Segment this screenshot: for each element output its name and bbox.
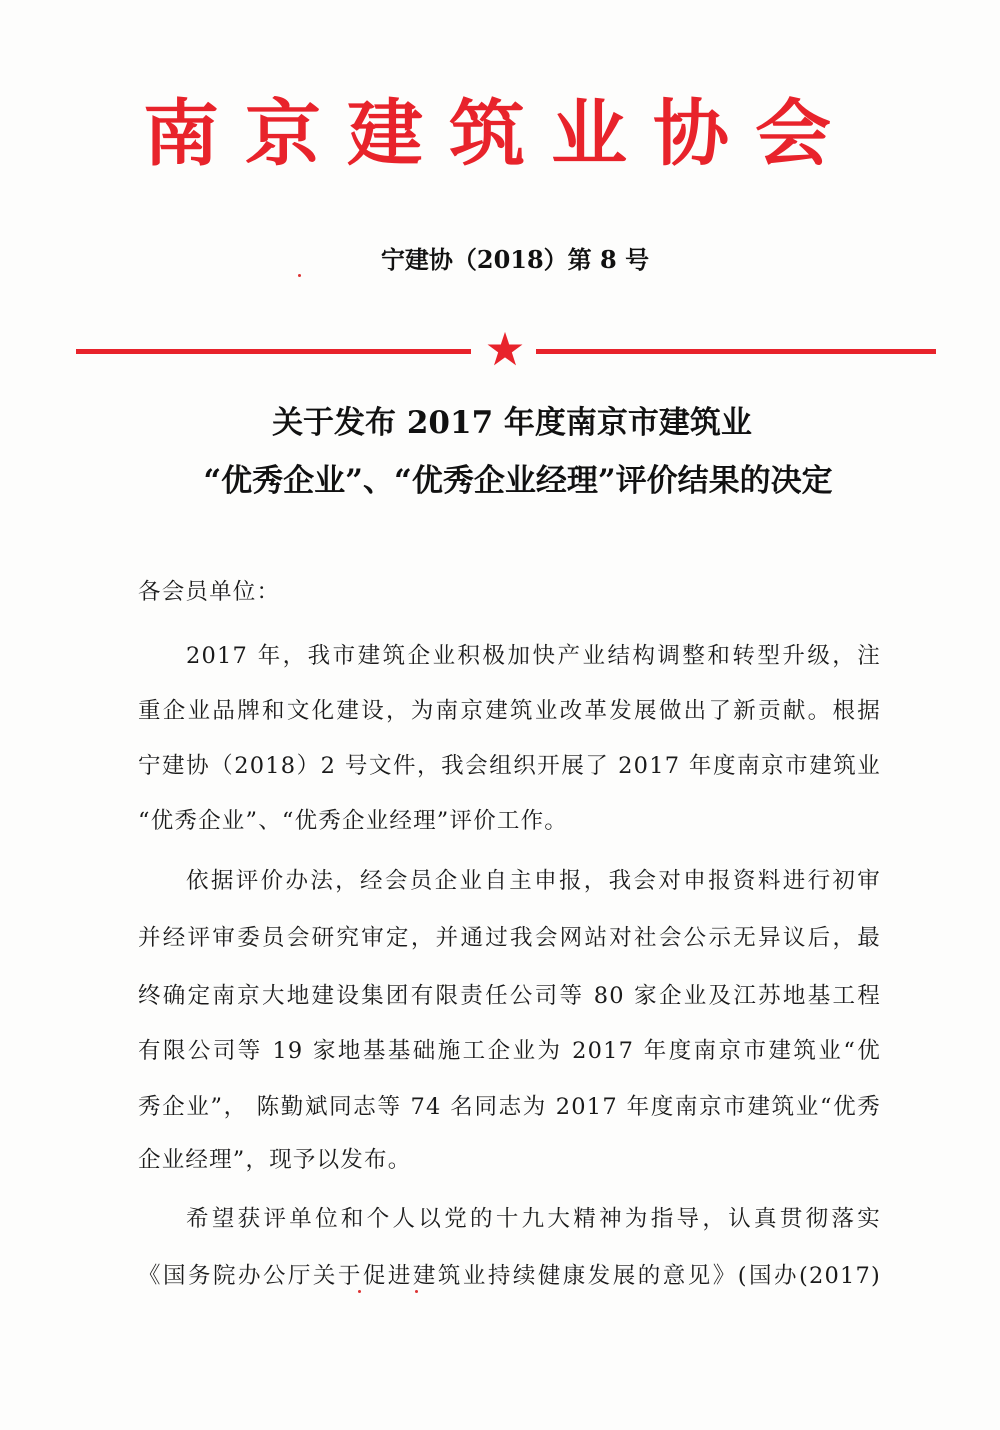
divider-line-right	[536, 349, 936, 354]
salutation: 各会员单位：	[138, 579, 281, 605]
body-line: 有限公司等 19 家地基基础施工企业为 2017 年度南京市建筑业“优	[138, 1038, 881, 1064]
body-line: 企业经理”，现予以发布。	[138, 1147, 412, 1173]
speck	[298, 274, 301, 277]
body-line: 并经评审委员会研究审定，并通过我会网站对社会公示无异议后，最	[138, 925, 881, 951]
organization-title: 南京建筑业协会	[143, 91, 857, 176]
document-number: 宁建协（2018）第 8 号	[380, 245, 650, 274]
body-line: 依据评价办法，经会员企业自主申报，我会对申报资料进行初审	[186, 868, 881, 894]
heading-line-2: “优秀企业”、“优秀企业经理”评价结果的决定	[203, 463, 833, 499]
body-line: “优秀企业”、“优秀企业经理”评价工作。	[138, 808, 569, 834]
body-line: 宁建协（2018）2 号文件，我会组织开展了 2017 年度南京市建筑业	[138, 753, 881, 779]
divider-line-left	[76, 349, 471, 354]
star-icon	[486, 330, 524, 368]
heading-line-1: 关于发布 2017 年度南京市建筑业	[272, 405, 752, 441]
red-divider	[76, 346, 936, 358]
body-line: 2017 年，我市建筑企业积极加快产业结构调整和转型升级，注	[186, 643, 881, 669]
body-line: 重企业品牌和文化建设，为南京建筑业改革发展做出了新贡献。根据	[138, 698, 881, 724]
body-line: 终确定南京大地建设集团有限责任公司等 80 家企业及江苏地基工程	[138, 983, 881, 1009]
body-line: 《国务院办公厅关于促进建筑业持续健康发展的意见》(国办(2017)	[138, 1263, 881, 1289]
speck	[358, 1290, 361, 1293]
body-line: 希望获评单位和个人以党的十九大精神为指导，认真贯彻落实	[186, 1206, 881, 1232]
body-line: 秀企业”， 陈勤斌同志等 74 名同志为 2017 年度南京市建筑业“优秀	[138, 1094, 881, 1120]
speck	[415, 1290, 418, 1293]
